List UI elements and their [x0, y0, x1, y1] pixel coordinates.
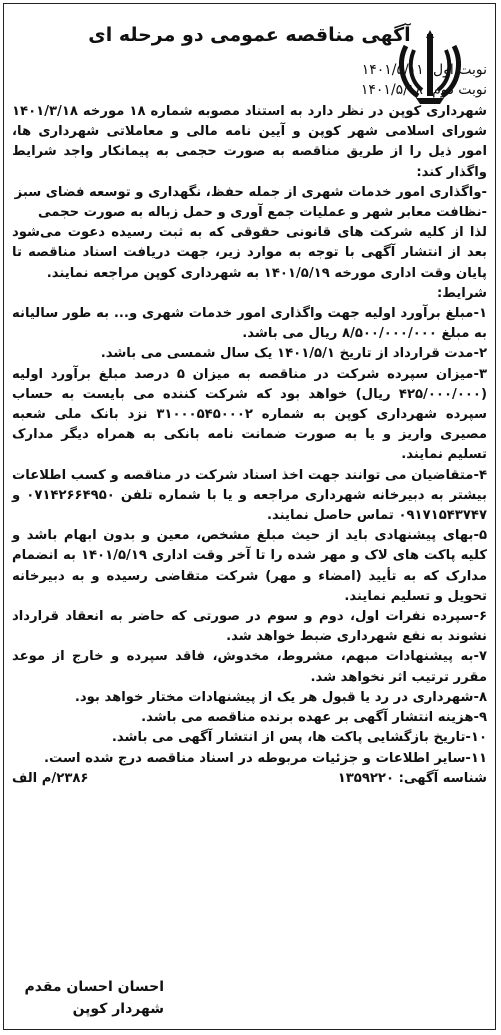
condition-item: ۴-متقاضیان می توانند جهت اخذ اسناد شرکت در مناقصه و کسب اطلاعات بیشتر به دبیرخانه شهرداری مراجعه و یا با شماره تلفن ۰۷۱۴۲۶۶۴۹۵۰ و ۰۹۱۷۱۵۴۳۷۴۷ تماس حاصل نمایند.	[12, 467, 487, 524]
ad-id: شناسه آگهی: ۱۳۵۹۲۲۰	[337, 770, 487, 786]
conditions-heading: شرایط:	[436, 285, 487, 301]
condition-item: ۵-بهای پیشنهادی باید از حیث مبلغ مشخص، معین و بدون ابهام باشد و کلیه پاکت های لاک و مهر شده را تا آخر وقت اداری ۱۴۰۱/۵/۱۹ به انضمام مدارک که به تأیید (امضاء و مهر) شرکت متقاضی رسیده و به دبیرخانه تحویل و تسلیم نمایند.	[12, 528, 487, 604]
first-round-date: نوبت اول: ۱۴۰۱/۵/۱۱	[361, 62, 487, 78]
notice-body	[12, 102, 487, 789]
condition-item: ۶-سپرده نفرات اول، دوم و سوم در صورتی که حاضر به انعقاد قرارداد نشوند به نفع شهرداری ضبط خواهد شد.	[12, 609, 487, 645]
condition-item: ۲-مدت قرارداد از تاریخ ۱۴۰۱/۵/۱ یک سال شمسی می باشد.	[100, 346, 487, 362]
invitation-paragraph: لذا از کلیه شرکت های قانونی حقوقی که به ثبت رسیده دعوت می‌شود بعد از انتشار آگهی با توجه به موارد زیر، جهت دریافت اسناد مناقصه تا پایان وقت اداری مورخه ۱۴۰۱/۵/۱۹ به شهرداری کوپن مراجعه نمایند.	[12, 225, 487, 281]
condition-item: ۸-شهرداری در رد یا قبول هر یک از پیشنهادات مختار خواهد بود.	[74, 689, 487, 705]
notice-dates	[361, 60, 487, 100]
signature-block	[14, 976, 164, 1020]
condition-item: ۳-میزان سپرده شرکت در مناقصه به میزان ۵ درصد مبلغ برآورد اولیه (۴۲۵/۰۰۰/۰۰۰ ریال) خواهد بود که شرکت کننده می بایست به حساب سپرده شهرداری کوپن به شماره ۳۱۰۰۰۵۴۵۰۰۰۲ نزد بانک ملی شعبه مصیری واریز و یا به صورت ضمانت نامه بانکی به همراه دیگر مدارک تسلیم نمایند.	[12, 366, 487, 463]
signer-title: شهردار کوپن	[72, 1001, 164, 1017]
second-round-date: نوبت دوم: ۱۴۰۱/۵/۱۸	[360, 82, 487, 98]
notice-frame	[3, 3, 496, 1030]
condition-item: ۱۱-سایر اطلاعات و جزئیات مربوطه در اسناد مناقصه درج شده است.	[44, 750, 487, 766]
intro-paragraph: شهرداری کوپن در نظر دارد به استناد مصوبه شماره ۱۸ مورخه ۱۴۰۱/۳/۱۸ شورای اسلامی شهر کوپن و آیین نامه مالی و معاملاتی شهرداری ها، امور ذیل را از طریق مناقصه به صورت حجمی به پیمانکار واجد شرایط واگذار کند:	[12, 104, 487, 180]
notice-title: آگهی مناقصه عمومی دو مرحله ای	[88, 24, 411, 46]
condition-item: ۱۰-تاریخ بازگشایی پاکت ها، پس از انتشار آگهی می باشد.	[111, 730, 487, 746]
service-item: -واگذاری امور خدمات شهری از جمله حفظ، نگهداری و توسعه فضای سبز	[14, 184, 487, 200]
ad-code-row	[12, 769, 487, 789]
condition-item: ۹-هزینه انتشار آگهی بر عهده برنده مناقصه می باشد.	[141, 710, 487, 726]
condition-item: ۷-به پیشنهادات مبهم، مشروط، مخدوش، فاقد سپرده و خارج از موعد مقرر ترتیب اثر نخواهد شد.	[12, 649, 487, 685]
ad-code: ۲۳۸۶/م الف	[12, 770, 89, 786]
condition-item: ۱-مبلغ برآورد اولیه جهت واگذاری امور خدمات شهری و... به طور سالیانه به مبلغ ۸/۵۰۰/۰۰۰/۰۰۰ ریال می باشد.	[12, 306, 487, 342]
service-item: -نظافت معابر شهر و عملیات جمع آوری و حمل زباله به صورت حجمی	[37, 205, 487, 221]
signer-name: احسان احسان مقدم	[24, 979, 164, 995]
